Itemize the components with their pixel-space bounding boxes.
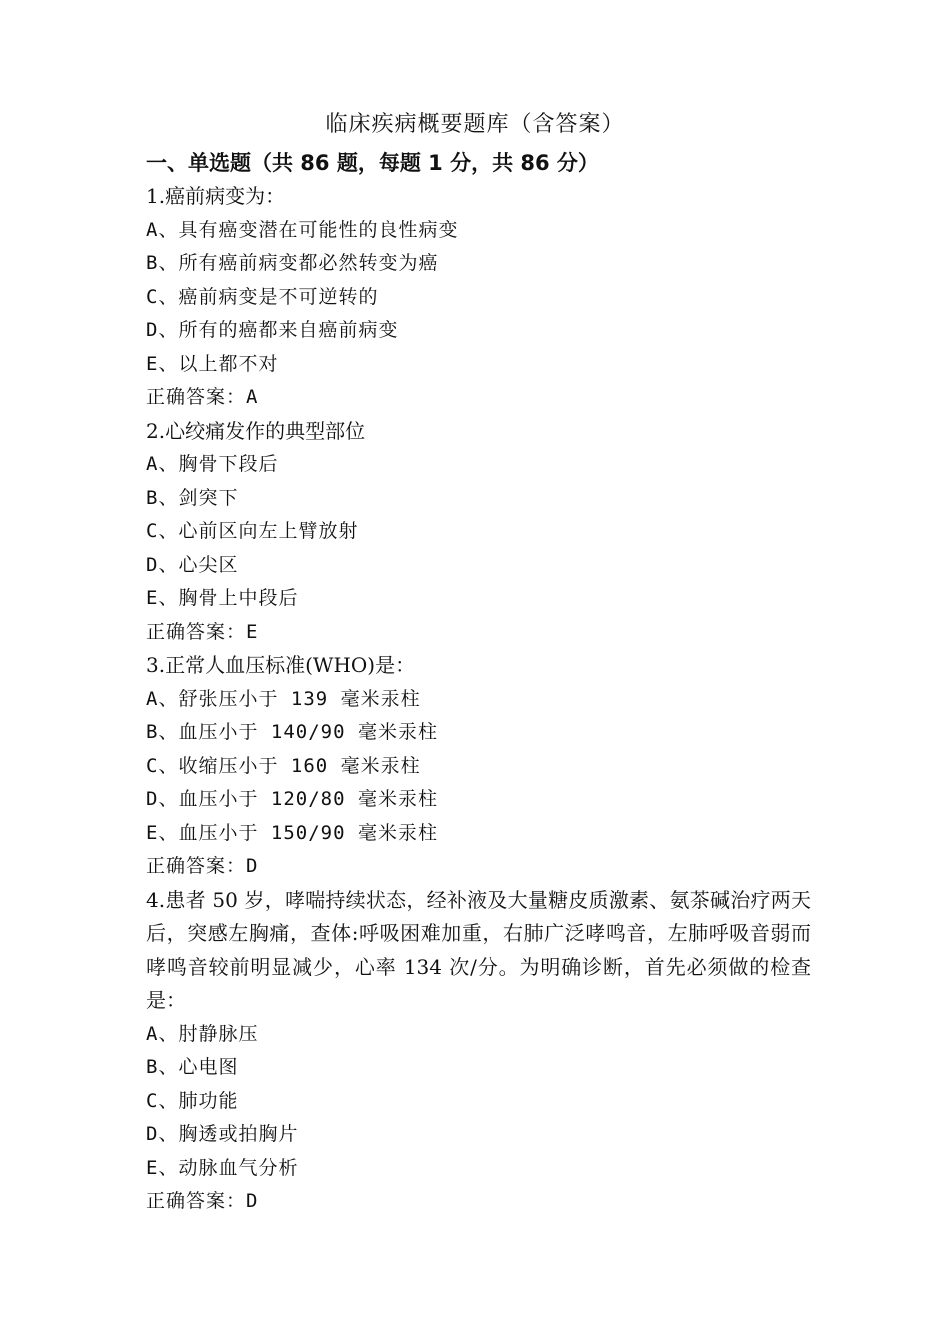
option-d: D、血压小于 120/80 毫米汞柱 <box>146 788 438 810</box>
option-b: B、剑突下 <box>146 486 239 509</box>
option-d: D、胸透或拍胸片 <box>146 1123 299 1145</box>
question-stem: 4.患者 50 岁，哮喘持续状态，经补液及大量糖皮质激素、氨茶碱治疗两天后，突感左胸痛，查体:呼吸困难加重，右肺广泛哮鸣音，左肺呼吸音弱而哮鸣音较前明显减少，心率 134 次/分。为明确诊断，首先必须做的检查是： <box>146 887 811 1012</box>
option-b: B、血压小于 140/90 毫米汞柱 <box>146 721 438 743</box>
question-3 <box>146 649 811 884</box>
option-e: E、胸骨上中段后 <box>146 587 299 609</box>
correct-answer: 正确答案：D <box>146 1190 259 1212</box>
option-d: D、心尖区 <box>146 553 239 576</box>
option-d: D、所有的癌都来自癌前病变 <box>146 319 399 341</box>
option-e: E、动脉血气分析 <box>146 1156 299 1179</box>
option-c: C、心前区向左上臂放射 <box>146 520 359 542</box>
option-a: A、胸骨下段后 <box>146 453 279 475</box>
option-b: B、心电图 <box>146 1056 239 1078</box>
question-stem: 3.正常人血压标准(WHO)是： <box>146 653 416 677</box>
option-a: A、舒张压小于 139 毫米汞柱 <box>146 687 421 710</box>
question-list <box>146 180 811 1219</box>
option-a: A、肘静脉压 <box>146 1022 259 1045</box>
correct-answer: 正确答案：A <box>146 386 259 408</box>
document-title: 临床疾病概要题库（含答案） <box>325 112 625 137</box>
option-b: B、所有癌前病变都必然转变为癌 <box>146 252 439 274</box>
question-4 <box>146 884 811 1219</box>
question-stem: 2.心绞痛发作的典型部位 <box>146 418 366 443</box>
option-e: E、以上都不对 <box>146 352 279 375</box>
correct-answer: 正确答案：D <box>146 855 259 877</box>
correct-answer: 正确答案：E <box>146 620 259 643</box>
option-a: A、具有癌变潜在可能性的良性病变 <box>146 218 459 241</box>
option-c: C、收缩压小于 160 毫米汞柱 <box>146 754 421 777</box>
option-e: E、血压小于 150/90 毫米汞柱 <box>146 821 438 844</box>
question-1 <box>146 180 811 415</box>
option-c: C、肺功能 <box>146 1089 239 1112</box>
section-heading: 一、单选题（共 86 题，每题 1 分，共 86 分） <box>146 151 599 175</box>
question-2 <box>146 415 811 650</box>
question-stem: 1.癌前病变为： <box>146 184 286 208</box>
option-c: C、癌前病变是不可逆转的 <box>146 285 379 308</box>
